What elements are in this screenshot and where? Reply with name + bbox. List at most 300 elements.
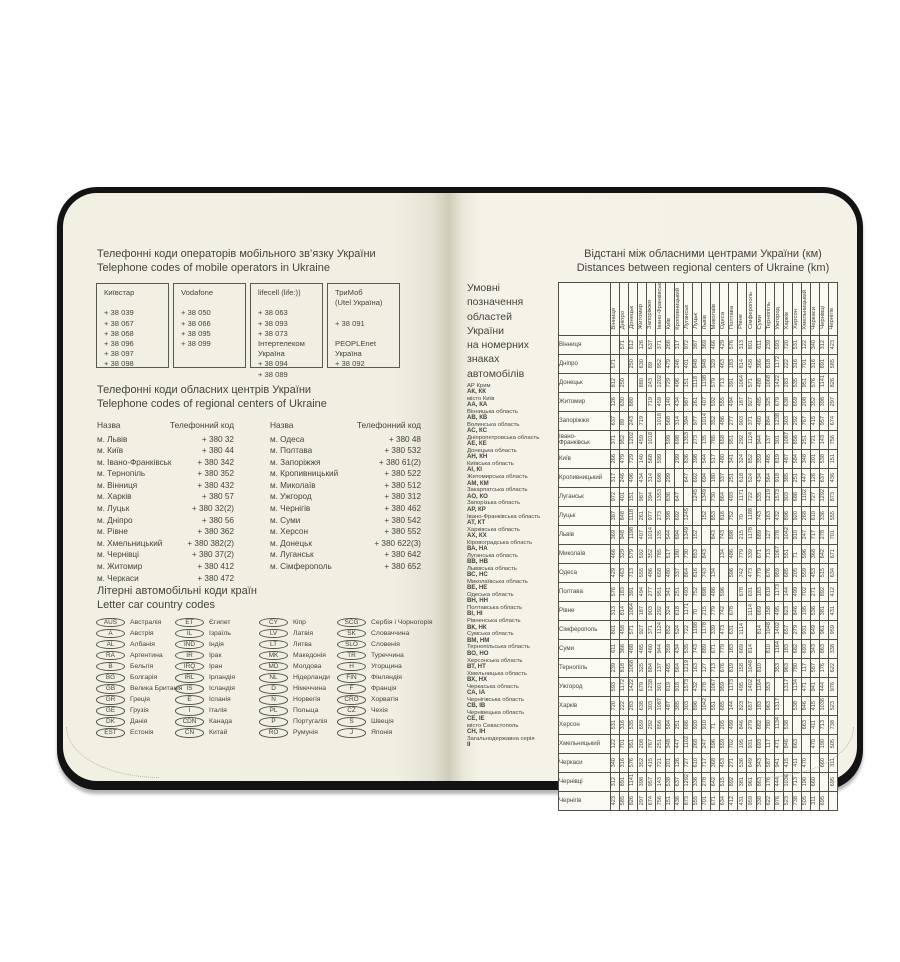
country-name: Греція — [130, 696, 150, 704]
operator-boxes — [96, 283, 404, 379]
matrix-cell — [792, 412, 801, 431]
matrix-cell — [729, 488, 738, 507]
matrix-cell — [774, 393, 783, 412]
matrix-cell — [729, 678, 738, 697]
matrix-cell — [738, 659, 747, 678]
matrix-cell — [829, 697, 838, 716]
matrix-cell — [692, 450, 701, 469]
country-name: Грузія — [130, 707, 149, 715]
country-row — [96, 639, 182, 650]
matrix-cell — [747, 431, 756, 450]
country-code-oval: RO — [259, 728, 288, 738]
matrix-cell — [611, 393, 620, 412]
matrix-cell — [783, 412, 792, 431]
matrix-cell-value: 1171 — [684, 603, 690, 616]
matrix-cell — [801, 659, 810, 678]
matrix-cell-value: 730 — [684, 548, 690, 559]
country-column — [96, 617, 182, 739]
matrix-cell — [665, 716, 674, 735]
matrix-cell — [729, 469, 738, 488]
matrix-cell — [811, 621, 820, 640]
matrix-cell — [801, 412, 810, 431]
matrix-cell-value: 719 — [647, 396, 654, 407]
operator-name — [335, 329, 397, 339]
matrix-cell-value: 401 — [620, 491, 627, 502]
matrix-cell — [811, 678, 820, 697]
matrix-cell — [665, 431, 674, 450]
matrix-cell-value: 460 — [756, 415, 763, 426]
matrix-cell-value: 251 — [674, 586, 681, 597]
matrix-cell-value: 961 — [747, 776, 754, 787]
region-name: Луганська область — [467, 552, 518, 559]
matrix-cell — [820, 621, 829, 640]
matrix-cell-value: 70 — [693, 609, 700, 616]
matrix-cell — [711, 583, 720, 602]
matrix-cell — [792, 659, 801, 678]
matrix-cell — [720, 564, 729, 583]
matrix-cell — [729, 355, 738, 374]
matrix-col-header — [783, 283, 792, 336]
matrix-row-header: Миколаїв — [559, 545, 611, 564]
matrix-cell-value: 571 — [747, 377, 754, 388]
matrix-cell — [656, 412, 665, 431]
matrix-cell — [820, 526, 829, 545]
matrix-cell-value: 394 — [684, 415, 690, 426]
matrix-cell-value: 261 — [693, 396, 700, 407]
matrix-cell — [665, 697, 674, 716]
matrix-cell — [765, 355, 774, 374]
matrix-cell-value: 1198 — [702, 375, 709, 388]
matrix-cell — [683, 469, 692, 488]
matrix-cell-value: 814 — [756, 624, 763, 635]
header-code-label: Телефонний код — [356, 420, 421, 430]
matrix-cell — [774, 488, 783, 507]
matrix-cell-value: 297 — [638, 795, 645, 806]
matrix-cell — [783, 583, 792, 602]
matrix-row — [559, 488, 838, 507]
distance-title-en: Distances between regional centers of Ukraine (km) — [576, 261, 830, 274]
matrix-cell — [738, 507, 747, 526]
region-name: Чернівецька область — [467, 709, 525, 716]
matrix-cell-value: 341 — [729, 453, 736, 464]
operator-box — [173, 283, 246, 368]
matrix-cell — [683, 773, 692, 792]
matrix-cell — [711, 412, 720, 431]
matrix-cell-value: 812 — [611, 377, 618, 388]
matrix-cell-value: 780 — [765, 719, 772, 730]
matrix-cell — [656, 659, 665, 678]
matrix-cell — [674, 697, 683, 716]
region-plate-code: АН, КН — [467, 453, 488, 461]
matrix-cell-value: 742 — [738, 567, 745, 578]
matrix-col-header — [811, 283, 820, 336]
matrix-cell — [701, 526, 710, 545]
matrix-cell — [747, 488, 756, 507]
matrix-cell — [692, 469, 701, 488]
matrix-cell-value: 713 — [793, 776, 800, 787]
matrix-cell — [820, 640, 829, 659]
matrix-cell — [701, 621, 710, 640]
matrix-cell — [620, 792, 629, 811]
matrix-cell — [674, 583, 683, 602]
matrix-cell-value: 1014 — [702, 412, 709, 426]
city-name: м. Сімферополь — [270, 562, 332, 572]
matrix-cell — [738, 336, 747, 355]
matrix-cell-value: 957 — [647, 776, 654, 787]
matrix-cell-value: 151 — [629, 491, 636, 502]
country-row — [259, 694, 330, 705]
matrix-cell — [711, 393, 720, 412]
matrix-cell-value: 292 — [793, 415, 800, 426]
matrix-cell — [611, 355, 620, 374]
matrix-cell — [729, 336, 738, 355]
matrix-cell — [711, 526, 720, 545]
matrix-col-header-text: Одеса — [720, 311, 727, 330]
matrix-col-header-text: Київ — [665, 317, 672, 330]
city-name: м. Суми — [270, 515, 301, 525]
matrix-cell-value: 70 — [738, 514, 745, 521]
matrix-cell-value: 873 — [829, 491, 836, 502]
operator-name — [335, 308, 397, 318]
matrix-cell — [747, 336, 756, 355]
matrix-cell-value: 436 — [674, 795, 681, 806]
matrix-cell-value: 694 — [702, 472, 709, 483]
country-row — [175, 694, 235, 705]
matrix-cell-value: 910 — [793, 529, 800, 540]
matrix-cell — [629, 393, 638, 412]
operator-name — [104, 298, 166, 308]
matrix-cell-value: 151 — [829, 453, 836, 464]
matrix-cell-value: 752 — [729, 510, 736, 521]
matrix-cell — [665, 526, 674, 545]
matrix-cell — [629, 716, 638, 735]
matrix-cell-value: 1402 — [774, 621, 781, 635]
region-name: Рівненська область — [467, 618, 521, 625]
matrix-col-header — [647, 283, 656, 336]
matrix-cell — [683, 697, 692, 716]
matrix-cell-value: 657 — [747, 700, 754, 711]
matrix-row-header: Дніпро — [559, 355, 611, 374]
notebook-pages — [63, 193, 857, 806]
country-code-oval: DK — [96, 717, 125, 727]
matrix-cell — [638, 336, 647, 355]
matrix-cell — [629, 469, 638, 488]
matrix-cell — [792, 526, 801, 545]
matrix-cell — [801, 393, 810, 412]
matrix-cell-value: 135 — [656, 529, 663, 540]
matrix-cell — [820, 507, 829, 526]
region-plate-code: ВН, НН — [467, 597, 488, 605]
matrix-cell-value: 524 — [747, 472, 754, 483]
matrix-cell-value: 818 — [620, 662, 627, 673]
region-plate-code: СА, ІА — [467, 689, 486, 697]
country-name: Словаччина — [371, 630, 410, 638]
matrix-cell — [611, 735, 620, 754]
region-plate-code: ВІ, НІ — [467, 610, 483, 618]
matrix-cell — [720, 393, 729, 412]
matrix-cell — [820, 393, 829, 412]
matrix-cell — [711, 355, 720, 374]
matrix-cell-value: 535 — [684, 643, 690, 654]
matrix-cell — [765, 792, 774, 811]
country-code-oval: N — [259, 695, 288, 705]
matrix-cell-value: 584 — [665, 719, 672, 730]
matrix-cell-value: 208 — [638, 738, 645, 749]
matrix-cell-value: 371 — [647, 624, 654, 635]
matrix-cell-value: 856 — [656, 719, 663, 730]
matrix-cell-value: 536 — [811, 605, 818, 616]
matrix-cell — [674, 450, 683, 469]
matrix-cell — [729, 564, 738, 583]
matrix-cell — [747, 754, 756, 773]
matrix-cell — [811, 374, 820, 393]
matrix-cell-value: 756 — [829, 434, 836, 445]
matrix-cell — [811, 602, 820, 621]
matrix-cell-value: 387 — [693, 339, 700, 350]
matrix-cell — [656, 773, 665, 792]
matrix-cell-value: 551 — [711, 700, 718, 711]
matrix-cell-value: 266 — [665, 339, 672, 350]
matrix-cell-value: 535 — [756, 491, 763, 502]
matrix-cell-value: 222 — [620, 700, 627, 711]
matrix-cell-value: 341 — [665, 586, 672, 597]
matrix-cell — [811, 583, 820, 602]
matrix-cell-value: 398 — [693, 453, 700, 464]
matrix-cell-value: 463 — [720, 358, 727, 369]
matrix-cell — [647, 754, 656, 773]
matrix-cell-value: 864 — [720, 491, 727, 502]
mobile-codes-title — [97, 248, 376, 275]
matrix-cell-value: 634 — [720, 795, 727, 806]
matrix-row-header: Луганськ — [559, 488, 611, 507]
country-name: Єгипет — [209, 619, 231, 627]
matrix-cell-value: 713 — [765, 548, 772, 559]
matrix-cell — [656, 640, 665, 659]
matrix-cell-value: 137 — [656, 662, 663, 673]
matrix-cell — [620, 412, 629, 431]
country-name: Македонія — [293, 652, 326, 660]
city-phone-code: + 380 57 — [201, 492, 234, 502]
matrix-cell — [620, 640, 629, 659]
operator-code: + 38 094 — [258, 359, 288, 369]
matrix-cell-value: 353 — [765, 681, 772, 692]
matrix-cell — [792, 545, 801, 564]
matrix-cell — [756, 545, 765, 564]
matrix-cell — [792, 488, 801, 507]
matrix-cell-value: 1067 — [711, 678, 718, 692]
matrix-cell-value: 444 — [820, 681, 827, 692]
matrix-cell-value: 814 — [738, 358, 745, 369]
matrix-cell — [729, 659, 738, 678]
country-code-oval: AL — [96, 640, 125, 650]
matrix-cell — [674, 355, 683, 374]
matrix-cell-value: 1422 — [774, 374, 781, 388]
matrix-cell-value: 596 — [729, 567, 736, 578]
matrix-cell-value: 496 — [674, 377, 681, 388]
country-code-oval: B — [96, 662, 125, 672]
city-code-row — [270, 445, 421, 457]
matrix-cell — [756, 374, 765, 393]
city-name: м. Ужгород — [270, 492, 312, 502]
matrix-cell-value: 239 — [765, 339, 772, 350]
operator-code: + 38 091 — [335, 318, 365, 328]
matrix-cell — [711, 659, 720, 678]
matrix-cell — [829, 659, 838, 678]
matrix-cell-value: 819 — [774, 453, 781, 464]
region-plate-code: АТ, КТ — [467, 518, 486, 526]
country-row — [175, 617, 235, 628]
matrix-cell-value: 756 — [656, 795, 663, 806]
matrix-cell-value: 631 — [747, 586, 754, 597]
matrix-cell-value: 611 — [611, 644, 618, 654]
matrix-cell — [711, 792, 720, 811]
matrix-cell-value: 459 — [638, 434, 645, 445]
matrix-cell-value: 1134 — [793, 679, 800, 692]
matrix-cell — [729, 374, 738, 393]
city-phone-code: + 380 362 — [197, 527, 234, 537]
matrix-cell — [629, 621, 638, 640]
region-name: Львівська область — [467, 565, 517, 572]
city-name: м. Черкаси — [97, 573, 139, 583]
matrix-cell-value: 1188 — [693, 622, 700, 635]
matrix-row-header: Чернігів — [559, 792, 611, 811]
matrix-cell — [611, 754, 620, 773]
matrix-cell — [683, 545, 692, 564]
matrix-cell — [629, 564, 638, 583]
matrix-cell-value: 599 — [656, 453, 663, 464]
matrix-cell-value: 1068 — [765, 374, 772, 388]
region-name: Чернігівська область — [467, 696, 525, 703]
matrix-cell — [756, 659, 765, 678]
matrix-cell-value: 1067 — [774, 545, 781, 559]
matrix-cell — [674, 792, 683, 811]
matrix-col-header-text: Запоріжжя — [647, 300, 654, 330]
matrix-cell-value: 266 — [611, 453, 618, 464]
matrix-cell — [638, 678, 647, 697]
country-name: Кіпр — [293, 619, 306, 627]
region-name: Київська область — [467, 461, 514, 468]
matrix-cell — [647, 507, 656, 526]
matrix-col-header — [729, 283, 738, 336]
matrix-row-header: Донецьк — [559, 374, 611, 393]
matrix-cell — [738, 545, 747, 564]
matrix-cell — [647, 792, 656, 811]
matrix-cell-value: 201 — [811, 453, 818, 464]
matrix-row-header: Київ — [559, 450, 611, 469]
matrix-cell — [692, 507, 701, 526]
country-row — [337, 661, 433, 672]
country-row — [96, 617, 182, 628]
matrix-cell — [665, 355, 674, 374]
matrix-col-header-text: Хмельницький — [802, 289, 809, 330]
country-code-oval: MD — [259, 662, 288, 672]
matrix-cell-value: 1164 — [774, 641, 781, 654]
matrix-cell-value: 959 — [747, 795, 754, 806]
matrix-cell-value: 391 — [629, 586, 636, 597]
matrix-cell-value: 927 — [747, 396, 754, 407]
country-row — [259, 661, 330, 672]
country-code-oval: E — [175, 695, 204, 705]
matrix-cell-value: 647 — [684, 472, 690, 483]
matrix-cell — [674, 526, 683, 545]
matrix-cell — [611, 621, 620, 640]
matrix-cell-value: 312 — [611, 776, 618, 787]
matrix-cell-value: 352 — [711, 415, 718, 426]
matrix-cell — [747, 393, 756, 412]
region-plate-code: АО, КО — [467, 492, 488, 500]
operator-name — [181, 298, 243, 308]
matrix-cell-value: 568 — [665, 415, 672, 426]
country-name: Аргентина — [130, 652, 163, 660]
country-row — [175, 650, 235, 661]
matrix-cell-value: 952 — [656, 358, 663, 369]
matrix-cell — [647, 621, 656, 640]
matrix-cell-value: 727 — [811, 491, 818, 502]
matrix-cell-value: 559 — [720, 738, 727, 749]
matrix-cell — [647, 602, 656, 621]
matrix-cell-value: 176 — [765, 776, 772, 787]
matrix-cell — [620, 621, 629, 640]
matrix-cell-value: 429 — [611, 567, 618, 578]
matrix-cell-value: 183 — [729, 358, 736, 369]
country-row — [337, 694, 433, 705]
plate-heading-line: України — [467, 324, 505, 337]
matrix-cell-value: 685 — [784, 567, 791, 578]
matrix-cell — [629, 640, 638, 659]
matrix-row — [559, 659, 838, 678]
operator-box — [96, 283, 169, 368]
matrix-cell-value: 910 — [702, 719, 709, 730]
matrix-cell — [747, 450, 756, 469]
matrix-cell — [711, 507, 720, 526]
country-code-oval: H — [337, 662, 366, 672]
country-name: Японія — [371, 729, 393, 737]
matrix-cell-value: 187 — [738, 396, 745, 407]
matrix-cell — [765, 697, 774, 716]
matrix-cell-value: 187 — [638, 605, 645, 616]
city-phone-code: + 380 532 — [384, 446, 421, 456]
matrix-cell-value: 283 — [629, 700, 636, 711]
country-name: Болгарія — [130, 674, 158, 682]
matrix-cell — [711, 564, 720, 583]
matrix-cell-value: 941 — [774, 757, 781, 768]
city-name: м. Дніпро — [97, 515, 133, 525]
country-row — [337, 639, 433, 650]
matrix-cell — [665, 583, 674, 602]
matrix-cell-value: 535 — [629, 719, 636, 730]
matrix-row-header: Львів — [559, 526, 611, 545]
matrix-cell-value: 637 — [820, 472, 827, 483]
matrix-cell-value: 1141 — [629, 774, 636, 787]
matrix-cell — [774, 659, 783, 678]
matrix-cell — [783, 488, 792, 507]
city-phone-code: + 380 352 — [197, 469, 234, 479]
matrix-cell — [783, 545, 792, 564]
matrix-cell — [692, 678, 701, 697]
matrix-cell — [629, 678, 638, 697]
matrix-cell-value: 515 — [720, 776, 727, 787]
matrix-cell-value: 271 — [811, 586, 818, 597]
matrix-cell — [692, 659, 701, 678]
matrix-cell-value: 251 — [729, 472, 736, 483]
matrix-cell — [683, 336, 692, 355]
country-codes-title-en: Letter car country codes — [97, 598, 216, 611]
matrix-cell — [620, 564, 629, 583]
country-row — [259, 617, 330, 628]
region-name: Миколаївська область — [467, 579, 528, 585]
matrix-cell-value: 493 — [729, 491, 736, 502]
matrix-cell-value: 368 — [811, 548, 818, 559]
